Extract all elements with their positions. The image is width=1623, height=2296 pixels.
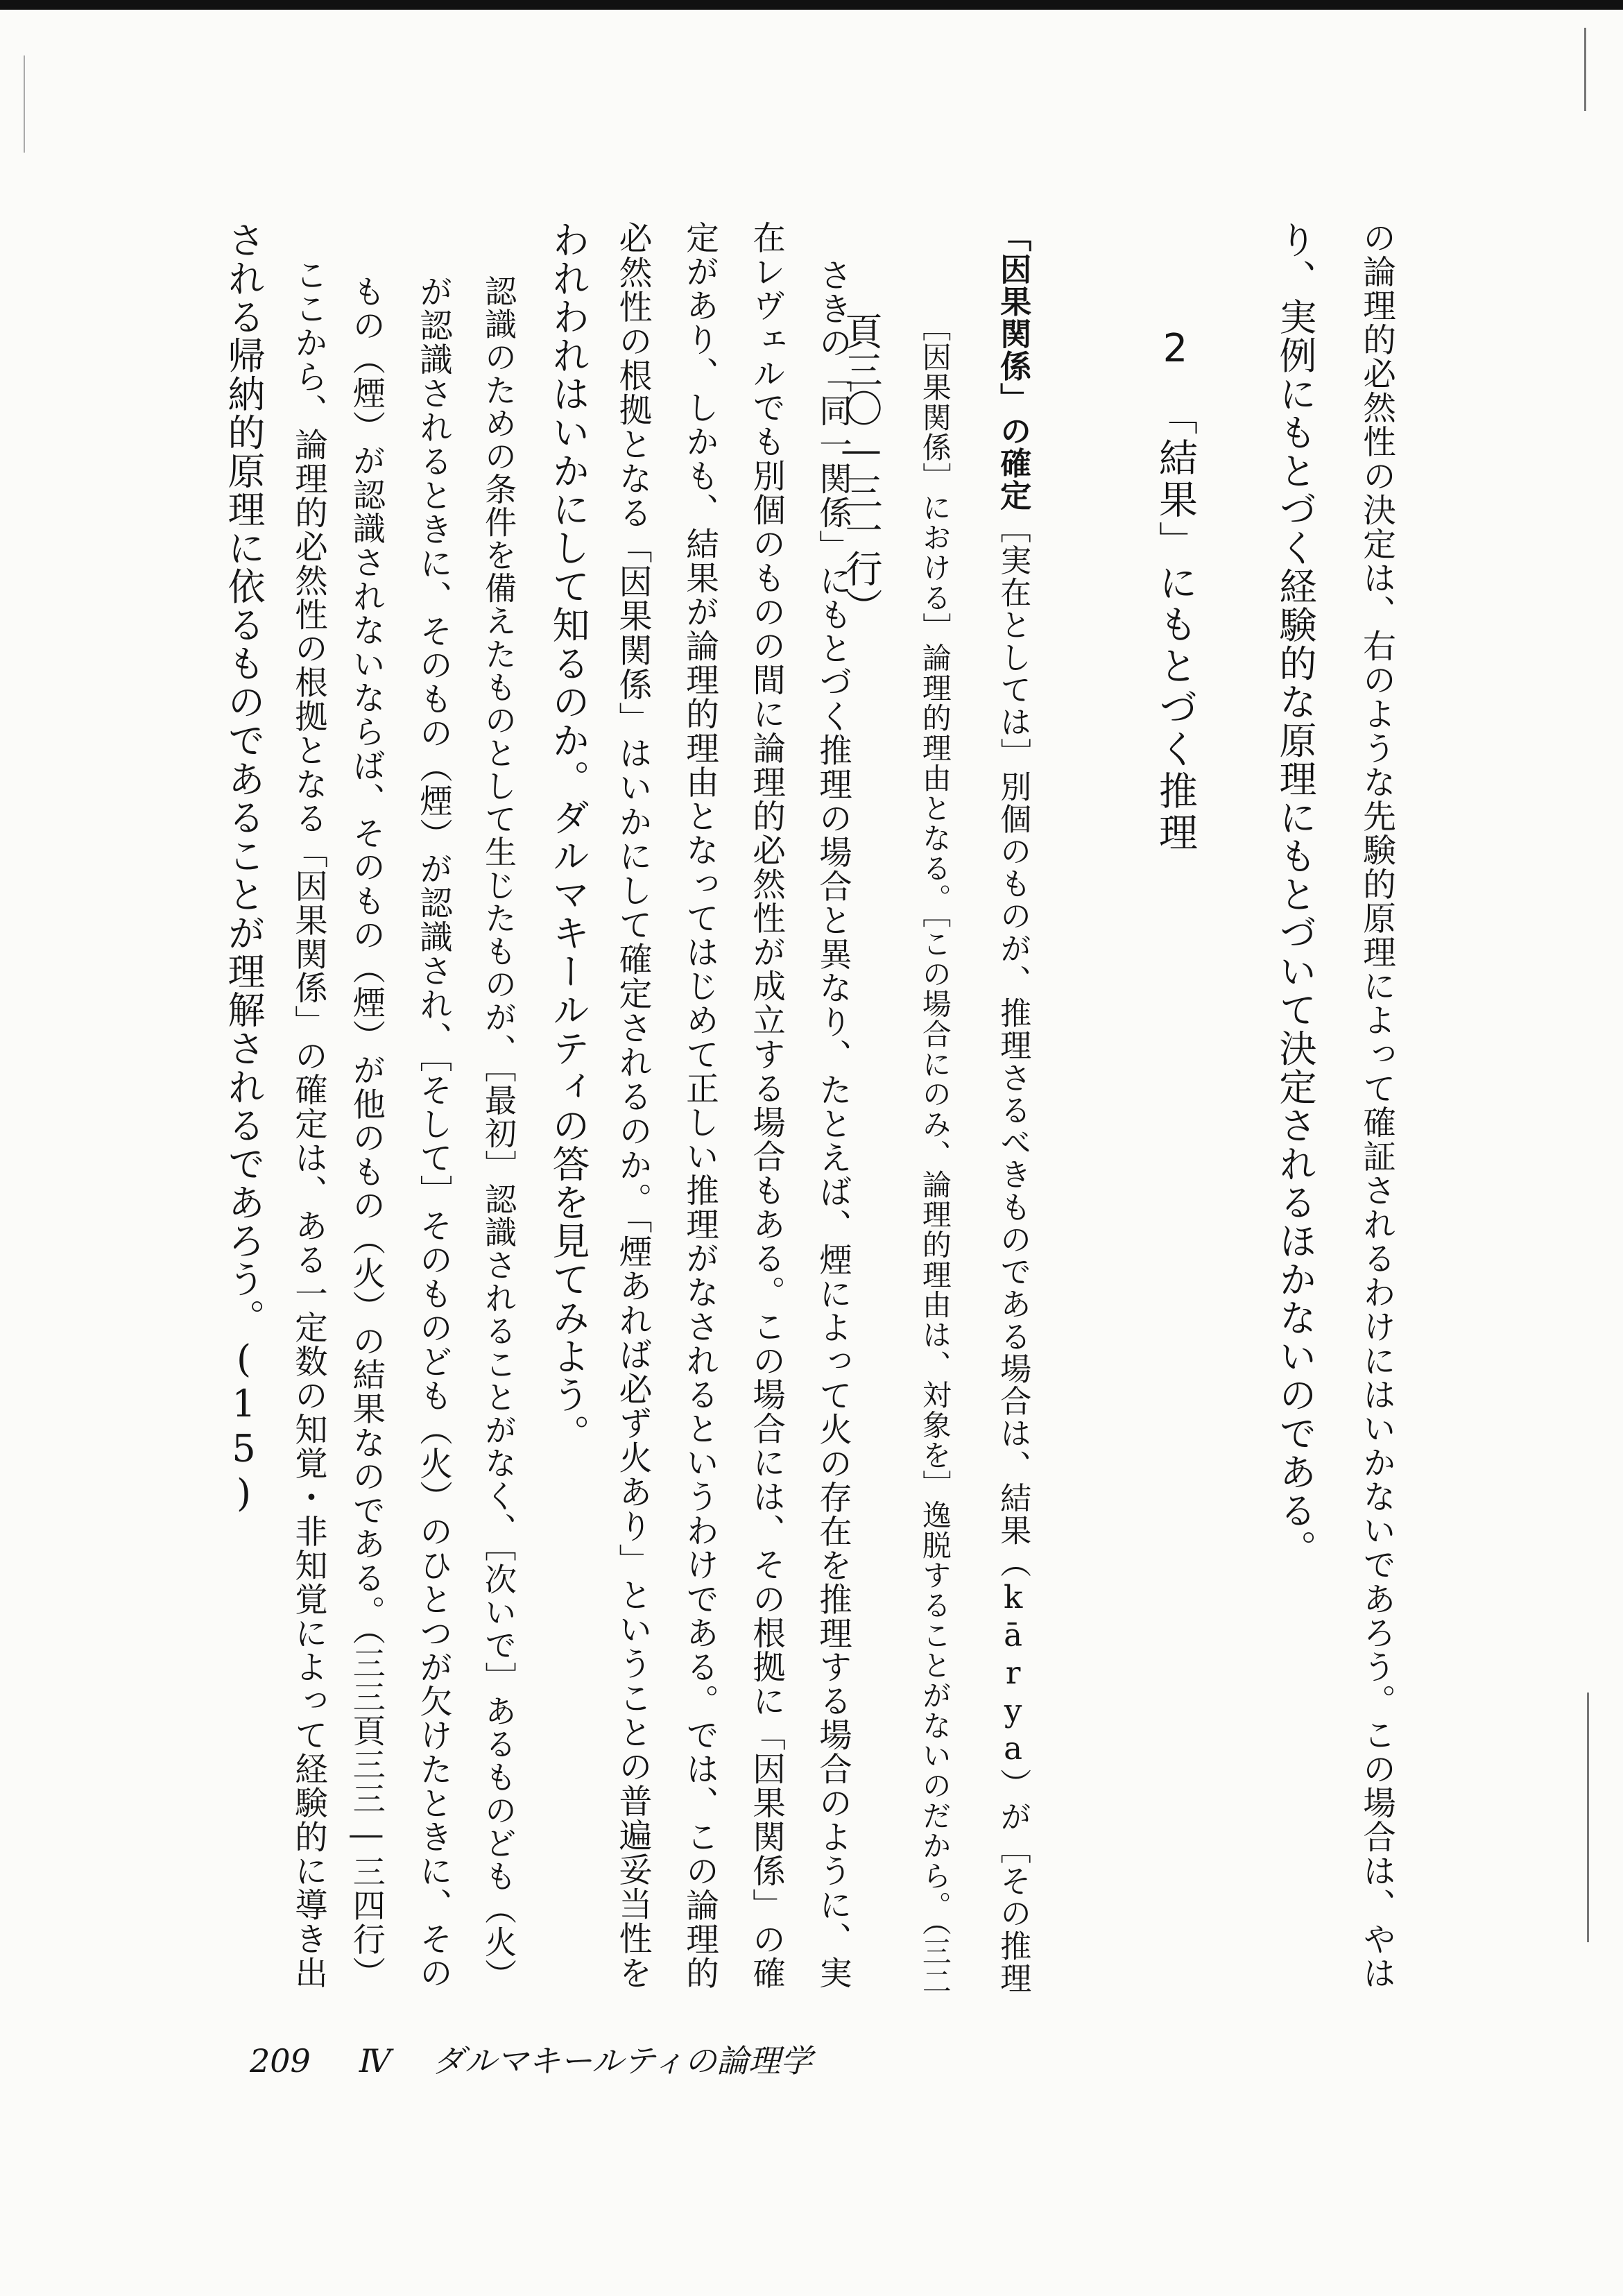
section-heading: 2 「結果」にもとづく推理 (1153, 326, 1198, 854)
page-number: 209 (250, 2042, 311, 2080)
top-scan-border (0, 0, 1623, 10)
scan-edge-mark (24, 55, 25, 153)
text-line: 必然性の根拠となる「因果関係」はいかにして確定されるのか。「煙あれば必ず火あり」ということの普遍妥当性を (613, 221, 653, 1990)
text-line: 頁三〇―三一行） (839, 312, 883, 626)
running-footer (250, 2036, 812, 2082)
text-line: われわれはいかにして知るのか。ダルマキールティの答を見てみよう。 (547, 221, 590, 1453)
quoted-line: 認識のための条件を備えたものとして生じたものが、［最初］認識されることがなく、［次いで］あるものども（火） (480, 275, 518, 1992)
section-number: Ⅳ (359, 2042, 391, 2080)
text-line: される帰納的原理に依るものであることが理解されるであろう。(15) (222, 221, 266, 1516)
text-line: ここから、論理的必然性の根拠となる「因果関係」の確定は、ある一定数の知覚・非知覚によって経験的に導き出 (289, 258, 327, 1990)
running-title: ダルマキールティの論理学 (432, 2042, 813, 2080)
text-line: さきの「同一関係」にもとづく推理の場合と異なり、たとえば、煙によって火の存在を推理する場合のように、実 (813, 258, 852, 1990)
quoted-line: もの（煙）が認識されないならば、そのもの（煙）が他のもの（火）の結果なのである。（三三頁三三―三四行） (347, 275, 386, 1990)
scan-edge-mark (1584, 28, 1586, 111)
text-line: ［因果関係］における］論理的理由となる。［この場合にのみ、論理的理由は、対象を］逸脱することがないのだから。（三二 (917, 312, 952, 1997)
entry-head-line (995, 221, 1032, 1994)
quoted-line: が認識されるときに、そのもの（煙）が認識され、［そして］そのものども（火）のひとつが欠けたときに、その (413, 275, 452, 1990)
scan-edge-mark (1587, 1693, 1589, 1942)
entry-term: 「因果関係」の確定 (995, 221, 1032, 512)
entry-head-rest: ［実在としては］別個のものが、推理さるべきものである場合は、結果（kārya）が［その推理 (995, 511, 1032, 1994)
text-line: 定があり、しかも、結果が論理的理由となってはじめて正しい推理がなされるというわけである。では、この論理的 (680, 221, 719, 1991)
text-line: り、実例にもとづく経験的な原理にもとづいて決定されるほかないのである。 (1273, 221, 1317, 1568)
text-line: の論理的必然性の決定は、右のような先験的原理によって確証されるわけにはいかないであろう。この場合は、やは (1357, 221, 1396, 1991)
text-line: 在レヴェルでも別個のものの間に論理的必然性が成立する場合もある。この場合には、その根拠に「因果関係」の確 (746, 221, 785, 1991)
